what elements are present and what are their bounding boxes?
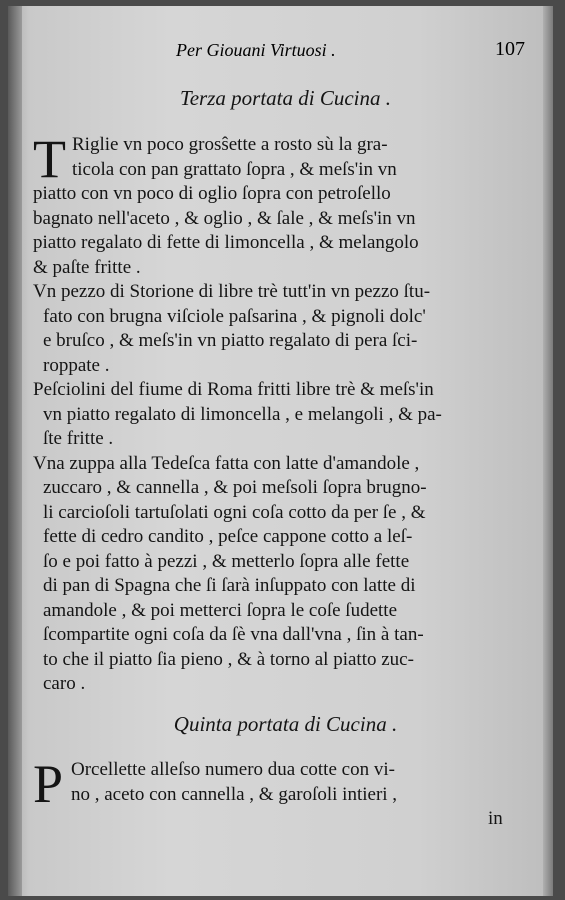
text-line: & paſte fritte . [33,256,141,278]
section-heading-terza: Terza portata di Cucina . [179,86,391,110]
text-line: caro . [43,673,86,694]
text-line: zuccaro , & cannella , & poi meſsoli ſopra brugno- [43,477,427,498]
text-line: to che il piatto ſia pieno , & à torno al piatto zuc- [43,648,414,670]
text-line: piatto regalato di fette di limoncella , & melangolo [33,232,419,253]
text-line: piatto con vn poco di oglio ſopra con petroſello [33,183,391,204]
text-line: fette di cedro candito , peſce cappone cotto a leſ- [43,526,413,547]
text-line: ticola con pan grattato ſopra , & meſs'in vn [72,158,397,180]
text-line: amandole , & poi metterci ſopra le coſe ſudette [43,599,398,621]
text-line: roppate . [43,354,110,376]
section-quinta-body [33,754,538,832]
text-line: ſo e poi fatto à pezzi , & metterlo ſopra alle fette [43,550,410,572]
text-line: vn piatto regalato di limoncella , e melangoli , & pa- [43,403,442,425]
text-line: Vna zuppa alla Tedeſca fatta con latte d'amandole , [33,452,420,474]
section-heading-quinta: Quinta portata di Cucina . [173,712,398,736]
catchword: in [488,808,503,829]
text-line: Orcellette alleſso numero dua cotte con vi- [71,759,395,780]
running-title: Per Giouani Virtuosi . [176,40,336,60]
text-line: ſcompartite ogni coſa da ſè vna dall'vna , ſin à tan- [43,624,424,645]
text-line: di pan di Spagna che ſi ſarà inſuppato con latte di [43,575,416,596]
page-header [8,34,553,64]
page-binding-shadow [8,6,22,896]
text-line: li carcioſoli tartuſolati ogni coſa cotto da per ſe , & [43,501,426,523]
book-page [8,6,553,896]
text-line: no , aceto con cannella , & garoſoli intieri , [71,783,398,805]
text-line: ſte fritte . [43,428,114,449]
section-terza-body [33,129,538,697]
text-line: fato con brugna viſciole paſsarina , & pignoli dolc' [43,305,426,327]
page-edge-shadow [543,6,553,896]
text-line: e bruſco , & meſs'in vn piatto regalato di pera ſci- [43,330,418,351]
text-line: Vn pezzo di Storione di libre trè tutt'in vn pezzo ſtu- [33,281,431,302]
drop-cap-p: P [33,754,64,814]
text-line: Riglie vn poco grosŝette a rosto sù la gra- [72,134,388,155]
text-line: Peſciolini del fiume di Roma fritti libre trè & meſs'in [33,379,434,400]
page-number: 107 [495,38,525,60]
drop-cap-t: T [33,129,66,189]
text-line: bagnato nell'aceto , & oglio , & ſale , & meſs'in vn [33,207,416,229]
